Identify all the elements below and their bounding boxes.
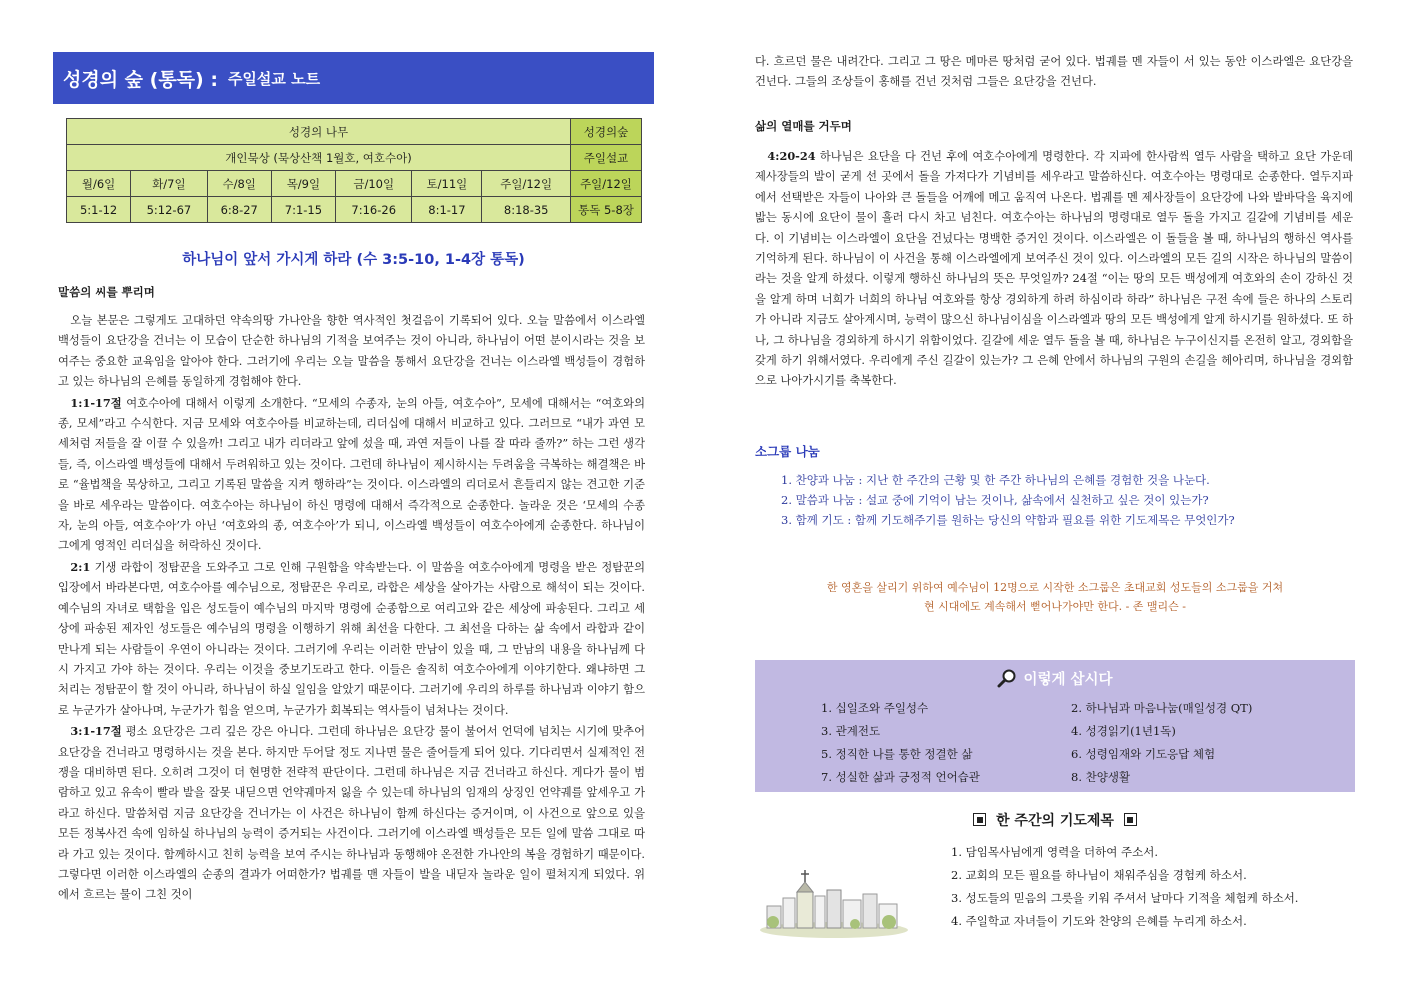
table-cell: 주일/12일 [571, 171, 642, 197]
table-row [67, 119, 642, 145]
prayer-list [951, 841, 1351, 933]
sermon-body-left [58, 310, 645, 906]
live-list [821, 698, 1321, 788]
list-item: 5. 정직한 나를 통한 정결한 삶 [821, 747, 973, 761]
table-cell: 개인묵상 (묵상산책 1월호, 여호수아) [67, 145, 571, 171]
section-heading-fruit: 삶의 열매를 거두며 [755, 119, 852, 133]
list-item: 1. 담임목사님에게 영력을 더하여 주소서. [951, 845, 1158, 859]
church-illustration [759, 862, 909, 938]
paragraph: 다. 흐르던 물은 내려간다. 그리고 그 땅은 메마른 땅처럼 굳어 있다. 법궤를 멘 자들이 서 있는 동안 이스라엘은 요단강을 건넌다. 그들의 조상들이 홍해를 건넌 것처럼 그들은 요단강을 건넌다. [755, 55, 1353, 89]
banner-subtitle: 주일설교 노트 [227, 69, 321, 88]
prayer-title-row [755, 810, 1355, 830]
quote-line: 한 영혼을 살리기 위하여 예수님이 12명으로 시작한 소그룹은 초대교회 성도들의 소그룹을 거쳐 [826, 581, 1284, 594]
table-cell: 6:8-27 [207, 197, 271, 223]
square-bullet-icon [973, 813, 986, 826]
banner-title: 성경의 숲 (통독) : [63, 68, 218, 91]
section-heading-seed: 말씀의 씨를 뿌리며 [58, 285, 155, 299]
table-cell: 토/11일 [412, 171, 482, 197]
list-item: 4. 성경읽기(1년1독) [1071, 724, 1176, 738]
paragraph-text: 평소 요단강은 그리 깊은 강은 아니다. 그런데 하나님은 요단강 물이 불어서 언덕에 넘치는 시기에 맞추어 요단강을 건너라고 명령하시는 것을 본다. 하지만 두어달 정도 지나면 물은 줄어들게 되어 있다. 기다리면서 실제적인 전쟁을 대비하면 된다. 오히려 그것이 더 현명한 전략적 판단이다. 그런데 하나님은 지금 건너라고 하신다. 게다가 물이 범람하고 있고 유속이 빨라 발을 잘못 내딛으면 언약궤마저 잃을 수 있는데 하나님의 임재의 상징인 언약궤를 앞세우고 가라고 하신다. 말씀처럼 지금 요단강을 건너가는 이 사건은 하나님이 함께 하신다는 증거이며, 이 사건으로 앞으로 있을 모든 정복사건 속에 임하실 하나님의 능력이 증거되는 사건이다. 그러기에 이스라엘 백성들은 모든 일에 말씀 그대로 따라 가고 있는 것이다. 함께하시고 친히 능력을 보여 주시는 하나님과 동행해야 온전한 가나안의 복을 경험하기 때문이다. 그렇다면 이러한 이스라엘의 순종의 결과가 어떠한가? 법궤를 맨 자들이 발을 내딛자 놀라운 일이 펼쳐지게 되었다. 위에서 흐르는 물이 그친 것이 [58, 725, 645, 902]
table-cell: 8:18-35 [482, 197, 571, 223]
list-item: 2. 하나님과 마음나눔(매일성경 QT) [1071, 701, 1253, 715]
left-column [53, 52, 654, 902]
table-cell: 5:1-12 [67, 197, 131, 223]
list-item: 2. 교회의 모든 필요를 하나님이 채워주심을 경험케 하소서. [951, 868, 1247, 882]
small-group-title: 소그룹 나눔 [755, 444, 820, 459]
list-item: 4. 주일학교 자녀들이 기도와 찬양의 은혜를 누리게 하소서. [951, 914, 1247, 928]
list-item: 1. 찬양과 나눔 : 지난 한 주간의 근황 및 한 주간 하나님의 은혜를 경험한 것을 나눈다. [781, 473, 1210, 487]
paragraph [58, 393, 645, 557]
table-cell: 화/7일 [131, 171, 207, 197]
page-banner [53, 52, 654, 104]
verse-ref: 2:1 [70, 559, 91, 574]
table-cell: 통독 5-8장 [571, 197, 642, 223]
table-cell: 7:1-15 [271, 197, 335, 223]
small-group-list [781, 470, 1351, 530]
quote-line: 현 시대에도 계속해서 뻗어나가야만 한다. - 존 맬리슨 - [923, 600, 1187, 613]
sermon-title: 하나님이 앞서 가시게 하라 (수 3:5-10, 1-4장 통독) [182, 252, 525, 268]
table-cell: 월/6일 [67, 171, 131, 197]
verse-ref: 1:1-17절 [70, 395, 122, 410]
table-cell: 8:1-17 [412, 197, 482, 223]
paragraph [755, 146, 1353, 392]
table-cell: 주일/12일 [482, 171, 571, 197]
list-item: 6. 성령임재와 기도응답 체험 [1071, 747, 1216, 761]
prayer-title: 한 주간의 기도제목 [996, 813, 1114, 829]
table-row [67, 197, 642, 223]
paragraph-text: 여호수아에 대해서 이렇게 소개한다. “모세의 수종자, 눈의 아들, 여호수아”, 모세에 대해서는 “여호와의 종, 모세”라고 수식한다. 지금 모세와 여호수아를 비교하는데, 리더십에 대해서 비교하고 있다. 그러므로 “내가 과연 모세처럼 저들을 잘 이끌 수 있을까! 그리고 내가 리더라고 앞에 섰을 때, 과연 저들이 나를 잘 따라 줄까?” 하는 그런 생각들, 즉, 이스라엘 백성들에 대해서 두려워하고 있는 것이다. 그런데 하나님이 제시하시는 두려움을 극복하는 해결책은 바로 “율법책을 묵상하고, 그리고 기록된 말씀을 지켜 행하라”는 것이다. 이스라엘의 리더로서 흔들리지 않는 견고한 기준을 바로 세우라는 말씀이다. 여호수아는 하나님이 하신 명령에 대해서 즉각적으로 순종한다. 놀라운 것은 ‘모세의 수종자, 눈의 아들, 여호수아’가 아닌 ‘여호와의 종, 여호수아’가 되니, 이스라엘 백성들이 여호수아에게 순종한다. 하나님이 그에게 영적인 리더십을 허락하신 것이다. [58, 396, 645, 553]
table-cell: 주일설교 [571, 145, 642, 171]
table-cell: 7:16-26 [336, 197, 412, 223]
table-row [67, 171, 642, 197]
list-item: 3. 성도들의 믿음의 그릇을 키워 주셔서 날마다 기적을 체험케 하소서. [951, 891, 1299, 905]
list-item: 1. 십일조와 주일성수 [821, 701, 929, 715]
paragraph-text: 오늘 본문은 그렇게도 고대하던 약속의땅 가나안을 향한 역사적인 첫걸음이 기록되어 있다. 오늘 말씀에서 이스라엘 백성들이 요단강을 건너는 이 모습이 단순한 하나님의 기적을 보여주는 것이 아니라, 하나님이 어떤 분이시라는 것을 보여주는 중요한 교육임을 알아야 한다. 그러기에 우리는 오늘 말씀을 통해서 요단강을 건너는 이스라엘 백성들이 경험하고 있는 하나님의 은혜를 동일하게 경험해야 한다. [58, 314, 645, 389]
live-title-row [755, 668, 1355, 689]
quote-block [755, 578, 1355, 616]
list-item: 7. 성실한 삶과 긍정적 언어습관 [821, 770, 980, 784]
table-cell: 성경의 나무 [67, 119, 571, 145]
paragraph [58, 721, 645, 906]
magnifier-icon [997, 668, 1017, 688]
list-item: 2. 말씀과 나눔 : 설교 중에 기억이 남는 것이나, 삶속에서 실천하고 싶은 것이 있는가? [781, 493, 1209, 507]
sermon-body-right [755, 146, 1353, 392]
list-item: 3. 함께 기도 : 함께 기도해주기를 원하는 당신의 약함과 필요를 위한 기도제목은 무엇인가? [781, 513, 1235, 527]
table-cell: 금/10일 [336, 171, 412, 197]
paragraph [58, 557, 645, 721]
square-bullet-icon [1124, 813, 1137, 826]
list-item: 3. 관계전도 [821, 724, 881, 738]
table-cell: 5:12-67 [131, 197, 207, 223]
table-cell: 수/8일 [207, 171, 271, 197]
list-item: 8. 찬양생활 [1071, 770, 1131, 784]
paragraph-text: 기생 라합이 정탐꾼을 도와주고 그로 인해 구원함을 약속받는다. 이 말씀을 여호수아에게 명령을 받은 정탐꾼의 입장에서 바라본다면, 여호수아를 예수님으로, 정탐꾼은 우리로, 라합은 세상을 살아가는 사람으로 해석이 되는 것이다. 예수님의 자녀로 택함을 입은 성도들이 예수님의 마지막 명령에 순종함으로 여리고와 같은 세상에 파송된다. 그리고 세상에 파송된 제자인 성도들은 예수님의 명령을 이행하기 위해 최선을 다한다. 그 최선을 다하는 삶 속에서 라합과 같이 만나게 되는 사람들이 우연이 아니라는 것이다. 그러기에 우리는 이러한 만남이 있을 때, 그 만남의 내용을 하나님께 다시 가지고 가야 하는 것이다. 우리는 이것을 중보기도라고 한다. 이들은 솔직히 여호수아에게 이야기한다. 왜냐하면 그 처리는 정탐꾼이 할 것이 아니라, 하나님이 하실 일임을 알았기 때문이다. 그러기에 우리의 하루를 하나님과 이야기 함으로 누군가가 살아나며, 누군가가 힘을 얻으며, 누군가가 회복되는 역사들이 넘쳐나는 것이다. [58, 560, 645, 717]
live-this-way-box [755, 660, 1355, 792]
table-cell: 성경의숲 [571, 119, 642, 145]
reading-schedule-table [66, 118, 642, 223]
sermon-body-continued [755, 52, 1353, 93]
paragraph-text: 하나님은 요단을 다 건넌 후에 여호수아에게 명령한다. 각 지파에 한사람씩 열두 사람을 택하고 요단 가운데 제사장들의 발이 굳게 선 곳에서 돌을 가져다가 기념비를 세우라고 말씀하신다. 여호수아는 명령대로 순종한다. 열두지파에서 선택받은 자들이 나아와 큰 돌들을 어깨에 메고 움직여 나온다. 법궤를 멘 제사장들이 요단강에 나와 발바닥을 육지에 밟는 동시에 요단이 물이 흘러 다시 차고 넘친다. 여호수아는 하나님의 명령대로 열두 돌을 가지고 길갈에 기념비를 세운다. 이 기념비는 이스라엘이 요단을 건넜다는 명백한 증거인 것이다. 이스라엘은 이 돌들을 볼 때, 하나님의 행하신 역사를 기억하게 된다. 하나님이 이 사건을 통해 이스라엘에게 보여주신 것이 있다. 이스라엘의 모든 길의 시작은 하나님의 말씀이라는 것을 알게 하셨다. 이렇게 행하신 하나님의 뜻은 무엇일까? 24절 “이는 땅의 모든 백성에게 여호와의 손이 강하신 것을 알게 하며 너희가 너희의 하나님 여호와를 항상 경외하게 하려 하심이라 하라” 하나님은 구전 속에 들은 하나의 스토리가 아니라 지금도 살아계시며, 능력이 많으신 하나님이심을 이스라엘과 땅의 모든 백성에게 알게 하시기를 원하셨다. 또 하나, 그 하나님을 경외하게 하시기 위함이었다. 길갈에 세운 열두 돌을 볼 때, 하나님은 누구이신지를 온전히 알고, 경외함을 갖게 하기 위해서였다. 우리에게 주신 길갈이 있는가? 그 은혜 안에서 하나님의 구원의 손길을 헤아리며, 하나님을 경외함으로 나아가시기를 축복한다. [755, 150, 1353, 388]
paragraph [58, 310, 645, 393]
live-title: 이렇게 삽시다 [1023, 672, 1113, 688]
verse-ref: 3:1-17절 [70, 724, 122, 739]
verse-ref: 4:20-24 [767, 149, 816, 163]
table-cell: 목/9일 [271, 171, 335, 197]
table-row [67, 145, 642, 171]
